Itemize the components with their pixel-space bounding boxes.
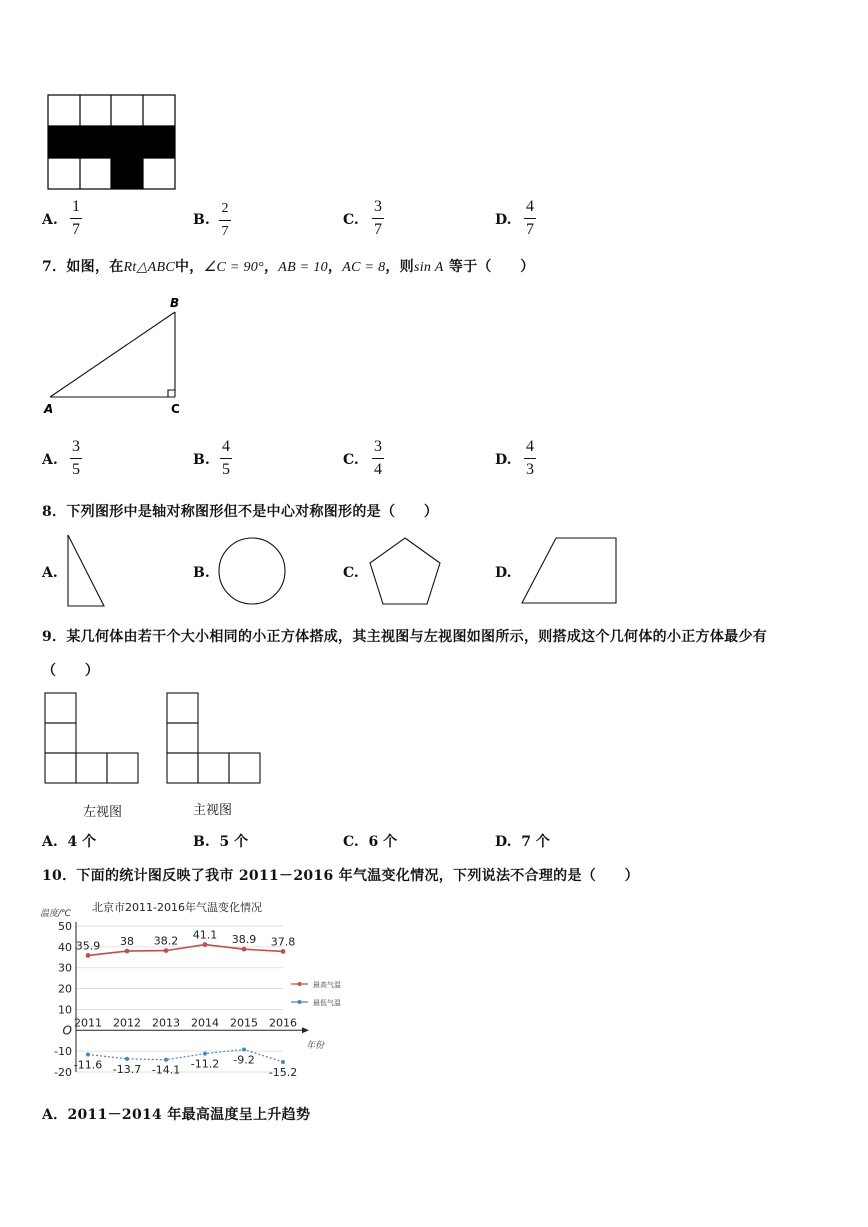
q6-option-b-letter[interactable]: B.	[193, 212, 210, 228]
q7-sep1: ，	[263, 259, 279, 275]
chart-data-label: -11.6	[73, 1058, 103, 1072]
q7-point-a: A	[44, 402, 54, 416]
chart-x-axis-arrow	[302, 1027, 309, 1033]
q7-mid2: ，则	[385, 259, 414, 275]
q8-option-a-letter[interactable]: A.	[42, 565, 58, 581]
chart-point	[281, 1060, 285, 1064]
chart-data-label: 35.9	[75, 939, 101, 953]
q8-stem: 8．下列图形中是轴对称图形但不是中心对称图形的是（ ）	[42, 504, 439, 520]
q6-option-c-fraction: 3 7	[374, 198, 382, 238]
chart-point	[203, 942, 208, 947]
q10-temperature-chart	[38, 896, 368, 1095]
chart-title: 北京市2011-2016年气温变化情况	[92, 901, 262, 914]
q9-option-c[interactable]	[343, 831, 397, 851]
q9-front-view-label: 主视图	[193, 803, 233, 818]
chart-data-label: 41.1	[192, 928, 218, 942]
chart-point	[125, 949, 130, 954]
q7-angle: ∠C = 90°	[203, 260, 264, 275]
q8-trapezoid-shape	[520, 536, 620, 612]
q9-option-b-text: 5 个	[219, 834, 249, 850]
chart-legend-label: 最低气温	[313, 999, 341, 1007]
q7-option-d-fraction: 4 3	[526, 438, 534, 478]
q8-option-d-letter[interactable]: D.	[495, 565, 512, 581]
q7-point-c: C	[171, 402, 180, 416]
q9-option-a-letter: A.	[42, 834, 58, 850]
q9-stem-line2: （ ）	[42, 663, 100, 679]
q9-stem-line1: 9．某几何体由若干个大小相同的小正方体搭成，其主视图与左视图如图所示，则搭成这个几何体的小正方体最少有	[42, 629, 768, 645]
q6-option-d-letter[interactable]: D.	[495, 212, 512, 228]
q9-front-view-figure	[166, 692, 262, 790]
q7-ab: AB = 10	[278, 260, 328, 275]
chart-legend-marker	[298, 982, 302, 986]
q9-option-c-text: 6 个	[368, 834, 398, 850]
q9-option-a-text: 4 个	[67, 834, 97, 850]
chart-point	[86, 1052, 90, 1056]
q6-option-a-letter[interactable]: A.	[42, 212, 58, 228]
chart-ytick-label: 20	[58, 982, 72, 996]
chart-data-label: -11.2	[190, 1057, 220, 1071]
q7-option-a-letter[interactable]: A.	[42, 452, 58, 468]
q7-ac: AC = 8	[342, 260, 386, 275]
chart-ytick-label: 30	[58, 961, 72, 975]
q10-option-a[interactable]: A．2011－2014 年最高温度呈上升趋势	[42, 1107, 311, 1123]
chart-data-label: -14.1	[151, 1063, 181, 1077]
q6-option-c-letter[interactable]: C.	[343, 212, 359, 228]
chart-point	[164, 1058, 168, 1062]
q8-option-b-letter[interactable]: B.	[193, 565, 210, 581]
chart-ytick-label: 50	[58, 920, 72, 933]
q8-circle-shape	[216, 536, 290, 612]
q7-option-c-fraction: 3 4	[374, 438, 382, 478]
q8-right-triangle-shape	[66, 533, 108, 613]
q7-sin: sin A	[413, 260, 444, 275]
q8-option-c-letter[interactable]: C.	[343, 565, 359, 581]
chart-data-label: -9.2	[233, 1053, 255, 1067]
chart-ytick-label: -20	[54, 1066, 72, 1079]
q8-pentagon-shape	[368, 536, 444, 612]
chart-point	[242, 1047, 246, 1051]
q9-option-b-letter: B.	[193, 834, 210, 850]
q6-option-d-fraction: 4 7	[526, 198, 534, 238]
chart-legend-label: 最高气温	[313, 981, 341, 989]
chart-ytick-label: 10	[58, 1003, 72, 1017]
q9-left-view-figure	[44, 692, 140, 790]
q9-option-d-letter: D.	[495, 834, 512, 850]
chart-data-label: 38.2	[153, 934, 179, 948]
q7-triangle: Rt△ABC	[123, 260, 175, 275]
chart-xtick-label: 2016	[269, 1016, 297, 1030]
chart-point	[203, 1052, 207, 1056]
chart-point	[125, 1057, 129, 1061]
chart-point	[164, 948, 169, 953]
chart-xtick-label: 2011	[74, 1016, 102, 1030]
q9-option-a[interactable]	[42, 831, 96, 851]
chart-xtick-label: 2012	[113, 1016, 141, 1030]
q9-option-b[interactable]	[193, 831, 248, 851]
q7-option-b-letter[interactable]: B.	[193, 452, 210, 468]
q7-sep2: ，	[327, 259, 343, 275]
q7-option-c-letter[interactable]: C.	[343, 452, 359, 468]
chart-data-label: -13.7	[112, 1062, 142, 1076]
chart-data-label: 38	[120, 935, 134, 949]
q7-stem-suffix: 等于（ ）	[448, 259, 535, 275]
chart-ytick-label: -10	[54, 1045, 72, 1059]
chart-ytick-label: 40	[58, 940, 72, 954]
q7-stem	[42, 256, 535, 276]
chart-xlabel: 年份	[306, 1041, 325, 1051]
chart-ytick-label: O	[62, 1023, 72, 1038]
chart-point	[281, 949, 286, 954]
chart-point	[242, 947, 247, 952]
q6-option-b-fraction: 2 7	[219, 200, 231, 241]
chart-xtick-label: 2013	[152, 1016, 180, 1030]
chart-data-label: 38.9	[231, 933, 257, 947]
q7-stem-prefix: 7．如图，在	[42, 259, 124, 275]
q7-mid1: 中，	[175, 259, 204, 275]
chart-data-label: 37.8	[270, 935, 296, 949]
q6-grid-figure	[47, 94, 177, 194]
q7-point-b: B	[170, 296, 180, 310]
q9-option-d-text: 7 个	[521, 834, 550, 850]
chart-point	[86, 953, 91, 958]
q7-option-d-letter[interactable]: D.	[495, 452, 512, 468]
chart-xtick-label: 2015	[230, 1016, 258, 1030]
chart-ylabel: 温度/℃	[40, 909, 72, 919]
chart-series-line	[88, 945, 283, 956]
q7-option-a-fraction: 3 5	[72, 438, 80, 478]
q10-stem: 10．下面的统计图反映了我市 2011－2016 年气温变化情况，下列说法不合理的是（ ）	[42, 868, 639, 884]
q9-left-view-label: 左视图	[83, 805, 123, 820]
chart-legend-marker	[298, 1000, 302, 1004]
q9-option-c-letter: C.	[343, 834, 359, 850]
chart-xtick-label: 2014	[191, 1016, 219, 1030]
q7-triangle-figure	[38, 293, 198, 422]
q7-option-b-fraction: 4 5	[222, 438, 230, 478]
q9-option-d[interactable]	[495, 831, 550, 851]
chart-data-label: -15.2	[268, 1065, 298, 1079]
q6-option-a-fraction: 1 7	[72, 198, 80, 238]
